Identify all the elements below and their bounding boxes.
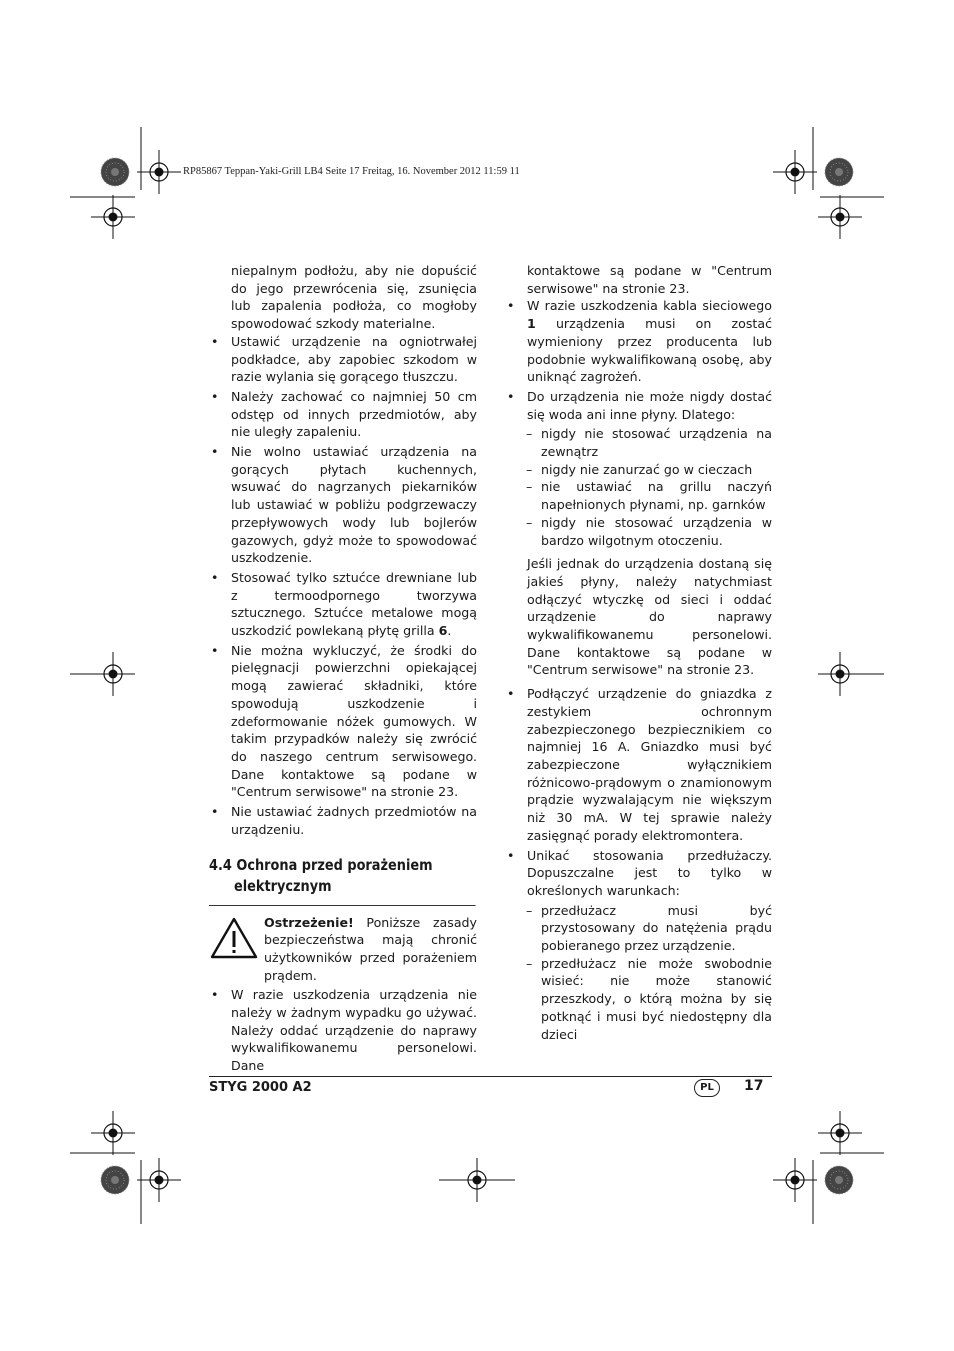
list-item: • Podłączyć urządzenie do gniazdka z zestykiem ochronnym zabezpieczonego bezpiecznikiem co najmniej 16 A. Gniazdko musi być zabezpieczone wyłącznikiem różnicowo-prądowym o znamionowym prądzie wyzwalającym nie większym niż 30 mA. W tej sprawie należy zasięgnąć porady elektromontera. (505, 685, 772, 844)
list-item: • Do urządzenia nie może nigdy dostać się woda ani inne płyny. Dlatego: (505, 388, 772, 423)
page-number: 17 (744, 1078, 764, 1094)
language-badge: PL (694, 1079, 720, 1097)
registration-mark-icon (773, 1158, 817, 1202)
right-column (505, 262, 772, 1043)
sub-list-item: – nie ustawiać na grillu naczyń napełnionych płynami, np. garnków (505, 478, 772, 513)
list-item-text: Stosować tylko sztućce drewniane lub z termoodpornego tworzywa sztucznego. Sztućce metalowe mogą uszkodzić powlekaną płytę grilla (231, 569, 477, 639)
registration-mark-icon (818, 1111, 862, 1155)
color-target-icon (101, 158, 129, 186)
left-column (209, 262, 477, 1077)
warning-body: Poniższe zasady bezpieczeństwa mają chronić użytkowników przed porażeniem prądem. (264, 914, 477, 983)
paragraph: Jeśli jednak do urządzenia dostaną się jakieś płyny, należy natychmiast odłączyć wtyczkę od sieci i oddać urządzenie do naprawy wykwalifikowanemu personelowi. Dane kontaktowe są podane w "Centrum serwisowe" na stronie 23. (527, 556, 772, 678)
section-number: 4.4 (209, 855, 232, 874)
print-header: RP85867 Teppan-Yaki-Grill LB4 Seite 17 Freitag, 16. November 2012 11:59 11 (183, 166, 520, 177)
list-item: • Nie można wykluczyć, że środki do pielęgnacji powierzchni opiekającej mogą zawierać składniki, które spowodują uszkodzenie i zdeformowanie nóżek gumowych. W takim przypadków należy się zwrócić do naszego centrum serwisowego. Dane kontaktowe są podane w "Centrum serwisowe" na stronie 23. (209, 642, 477, 801)
paragraph: niepalnym podłożu, aby nie dopuścić do jego przewrócenia się, zsunięcia lub zapalenia podłoża, co mogłoby spowodować szkody materialne. (231, 263, 477, 332)
warning-triangle-icon (209, 916, 259, 960)
section-heading (209, 855, 476, 906)
warning-text (264, 914, 477, 985)
registration-mark-icon (137, 1158, 181, 1202)
section-title-line1: Ochrona przed porażeniem (236, 855, 433, 874)
sub-list-item: – nigdy nie stosować urządzenia w bardzo wilgotnym otoczeniu. (505, 514, 772, 549)
footer-rule (209, 1076, 772, 1077)
paragraph: kontaktowe są podane w "Centrum serwisowe" na stronie 23. (527, 263, 772, 296)
list-item: • W razie uszkodzenia urządzenia nie należy w żadnym wypadku go używać. Należy oddać urządzenie do naprawy wykwalifikowanemu personelowi. Dane (209, 986, 477, 1075)
registration-mark-icon (137, 150, 181, 194)
color-target-icon (101, 1166, 129, 1194)
list-item (209, 569, 477, 640)
footer-model: STYG 2000 A2 (209, 1080, 312, 1095)
list-item: • Nie ustawiać żadnych przedmiotów na urządzeniu. (209, 803, 477, 838)
list-item-text: urządzenia musi on zostać wymieniony przez producenta lub podobnie wykwalifikowaną osobę, aby uniknąć zagrożeń. (527, 316, 772, 385)
section-title-line2: elektrycznym (233, 876, 332, 895)
color-target-icon (825, 158, 853, 186)
registration-mark-icon (91, 1111, 135, 1155)
list-item: • Ustawić urządzenie na ogniotrwałej podkładce, aby zapobiec szkodom w razie wylania się gorącego tłuszczu. (209, 333, 477, 386)
warning-box (209, 914, 477, 985)
part-reference: 6 (438, 623, 448, 639)
sub-list-item: – nigdy nie zanurzać go w cieczach (505, 461, 772, 479)
sub-list-item: – przedłużacz musi być przystosowany do natężenia prądu pobieranego przez urządzenie. (505, 902, 772, 955)
part-reference: 1 (527, 316, 536, 332)
registration-mark-icon (773, 150, 817, 194)
sub-list-item: – nigdy nie stosować urządzenia na zewnątrz (505, 425, 772, 460)
list-item: • Unikać stosowania przedłużaczy. Dopuszczalne jest to tylko w określonych warunkach: (505, 847, 772, 900)
sub-list-item: – przedłużacz nie może swobodnie wisieć: nie może stanowić przeszkody, o którą można by się potknąć i musi być niedostępny dla dzieci (505, 955, 772, 1044)
list-item: • Należy zachować co najmniej 50 cm odstęp od innych przedmiotów, aby nie uległy zapaleniu. (209, 388, 477, 441)
list-item: • Nie wolno ustawiać urządzenia na gorących płytach kuchennych, wsuwać do nagrzanych piekarników lub ustawiać w pobliżu podgrzewaczy przepływowych wody lub bojlerów gazowych, gdyż może to spowodować uszkodzenie. (209, 443, 477, 567)
color-target-icon (825, 1166, 853, 1194)
registration-mark-icon (818, 195, 862, 239)
warning-label: Ostrzeżenie! (264, 914, 354, 930)
registration-mark-icon (91, 195, 135, 239)
list-item-text: . (447, 623, 452, 639)
list-item-text: W razie uszkodzenia kabla sieciowego (527, 298, 772, 314)
list-item (505, 297, 772, 386)
